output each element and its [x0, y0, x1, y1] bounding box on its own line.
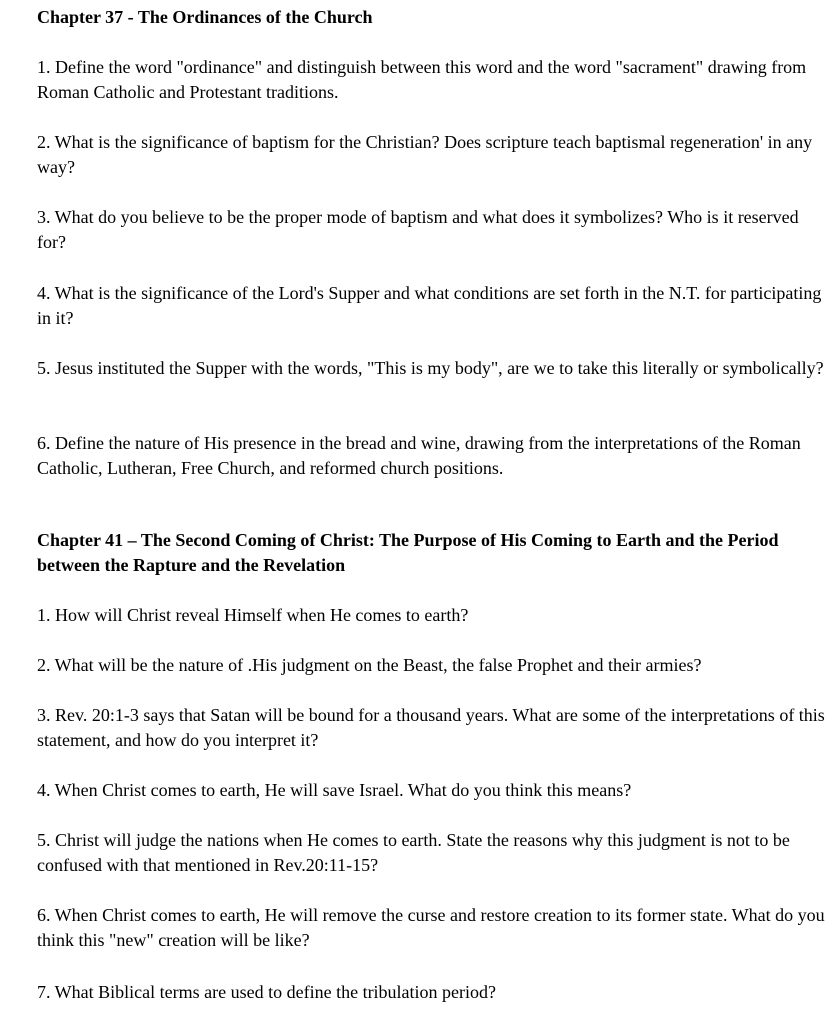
chapter-41-question-2: 2. What will be the nature of .His judgment on the Beast, the false Prophet and their armies?	[37, 655, 702, 675]
chapter-37-question-4: 4. What is the significance of the Lord's Supper and what conditions are set forth in the N.T. for participating in it?	[37, 283, 822, 328]
chapter-37-heading: Chapter 37 - The Ordinances of the Church	[37, 7, 373, 27]
chapter-37-question-2: 2. What is the significance of baptism for the Christian? Does scripture teach baptismal regeneration' in any way?	[37, 132, 813, 177]
chapter-41-question-6: 6. When Christ comes to earth, He will remove the curse and restore creation to its former state. What do you think this "new" creation will be like?	[37, 905, 825, 950]
chapter-37-question-5: 5. Jesus instituted the Supper with the words, "This is my body", are we to take this literally or symbolically?	[37, 358, 824, 378]
chapter-41-question-1: 1. How will Christ reveal Himself when He comes to earth?	[37, 605, 469, 625]
chapter-41-question-7: 7. What Biblical terms are used to define the tribulation period?	[37, 982, 497, 1002]
chapter-41-heading: Chapter 41 – The Second Coming of Christ: The Purpose of His Coming to Earth and the Period between the Rapture and the Revelation	[37, 530, 779, 575]
chapter-37-question-6: 6. Define the nature of His presence in the bread and wine, drawing from the interpretations of the Roman Catholic, Lutheran, Free Church, and reformed church positions.	[37, 433, 801, 478]
chapter-37-question-3: 3. What do you believe to be the proper mode of baptism and what does it symbolizes? Who is it reserved for?	[37, 207, 799, 252]
chapter-41-question-3: 3. Rev. 20:1-3 says that Satan will be bound for a thousand years. What are some of the interpretations of this statement, and how do you interpret it?	[37, 705, 825, 750]
chapter-41-question-5: 5. Christ will judge the nations when He comes to earth. State the reasons why this judgment is not to be confused with that mentioned in Rev.20:11-15?	[37, 830, 790, 875]
chapter-37-question-1: 1. Define the word "ordinance" and distinguish between this word and the word "sacrament" drawing from Roman Catholic and Protestant traditions.	[37, 57, 807, 102]
chapter-41-question-4: 4. When Christ comes to earth, He will save Israel. What do you think this means?	[37, 780, 632, 800]
